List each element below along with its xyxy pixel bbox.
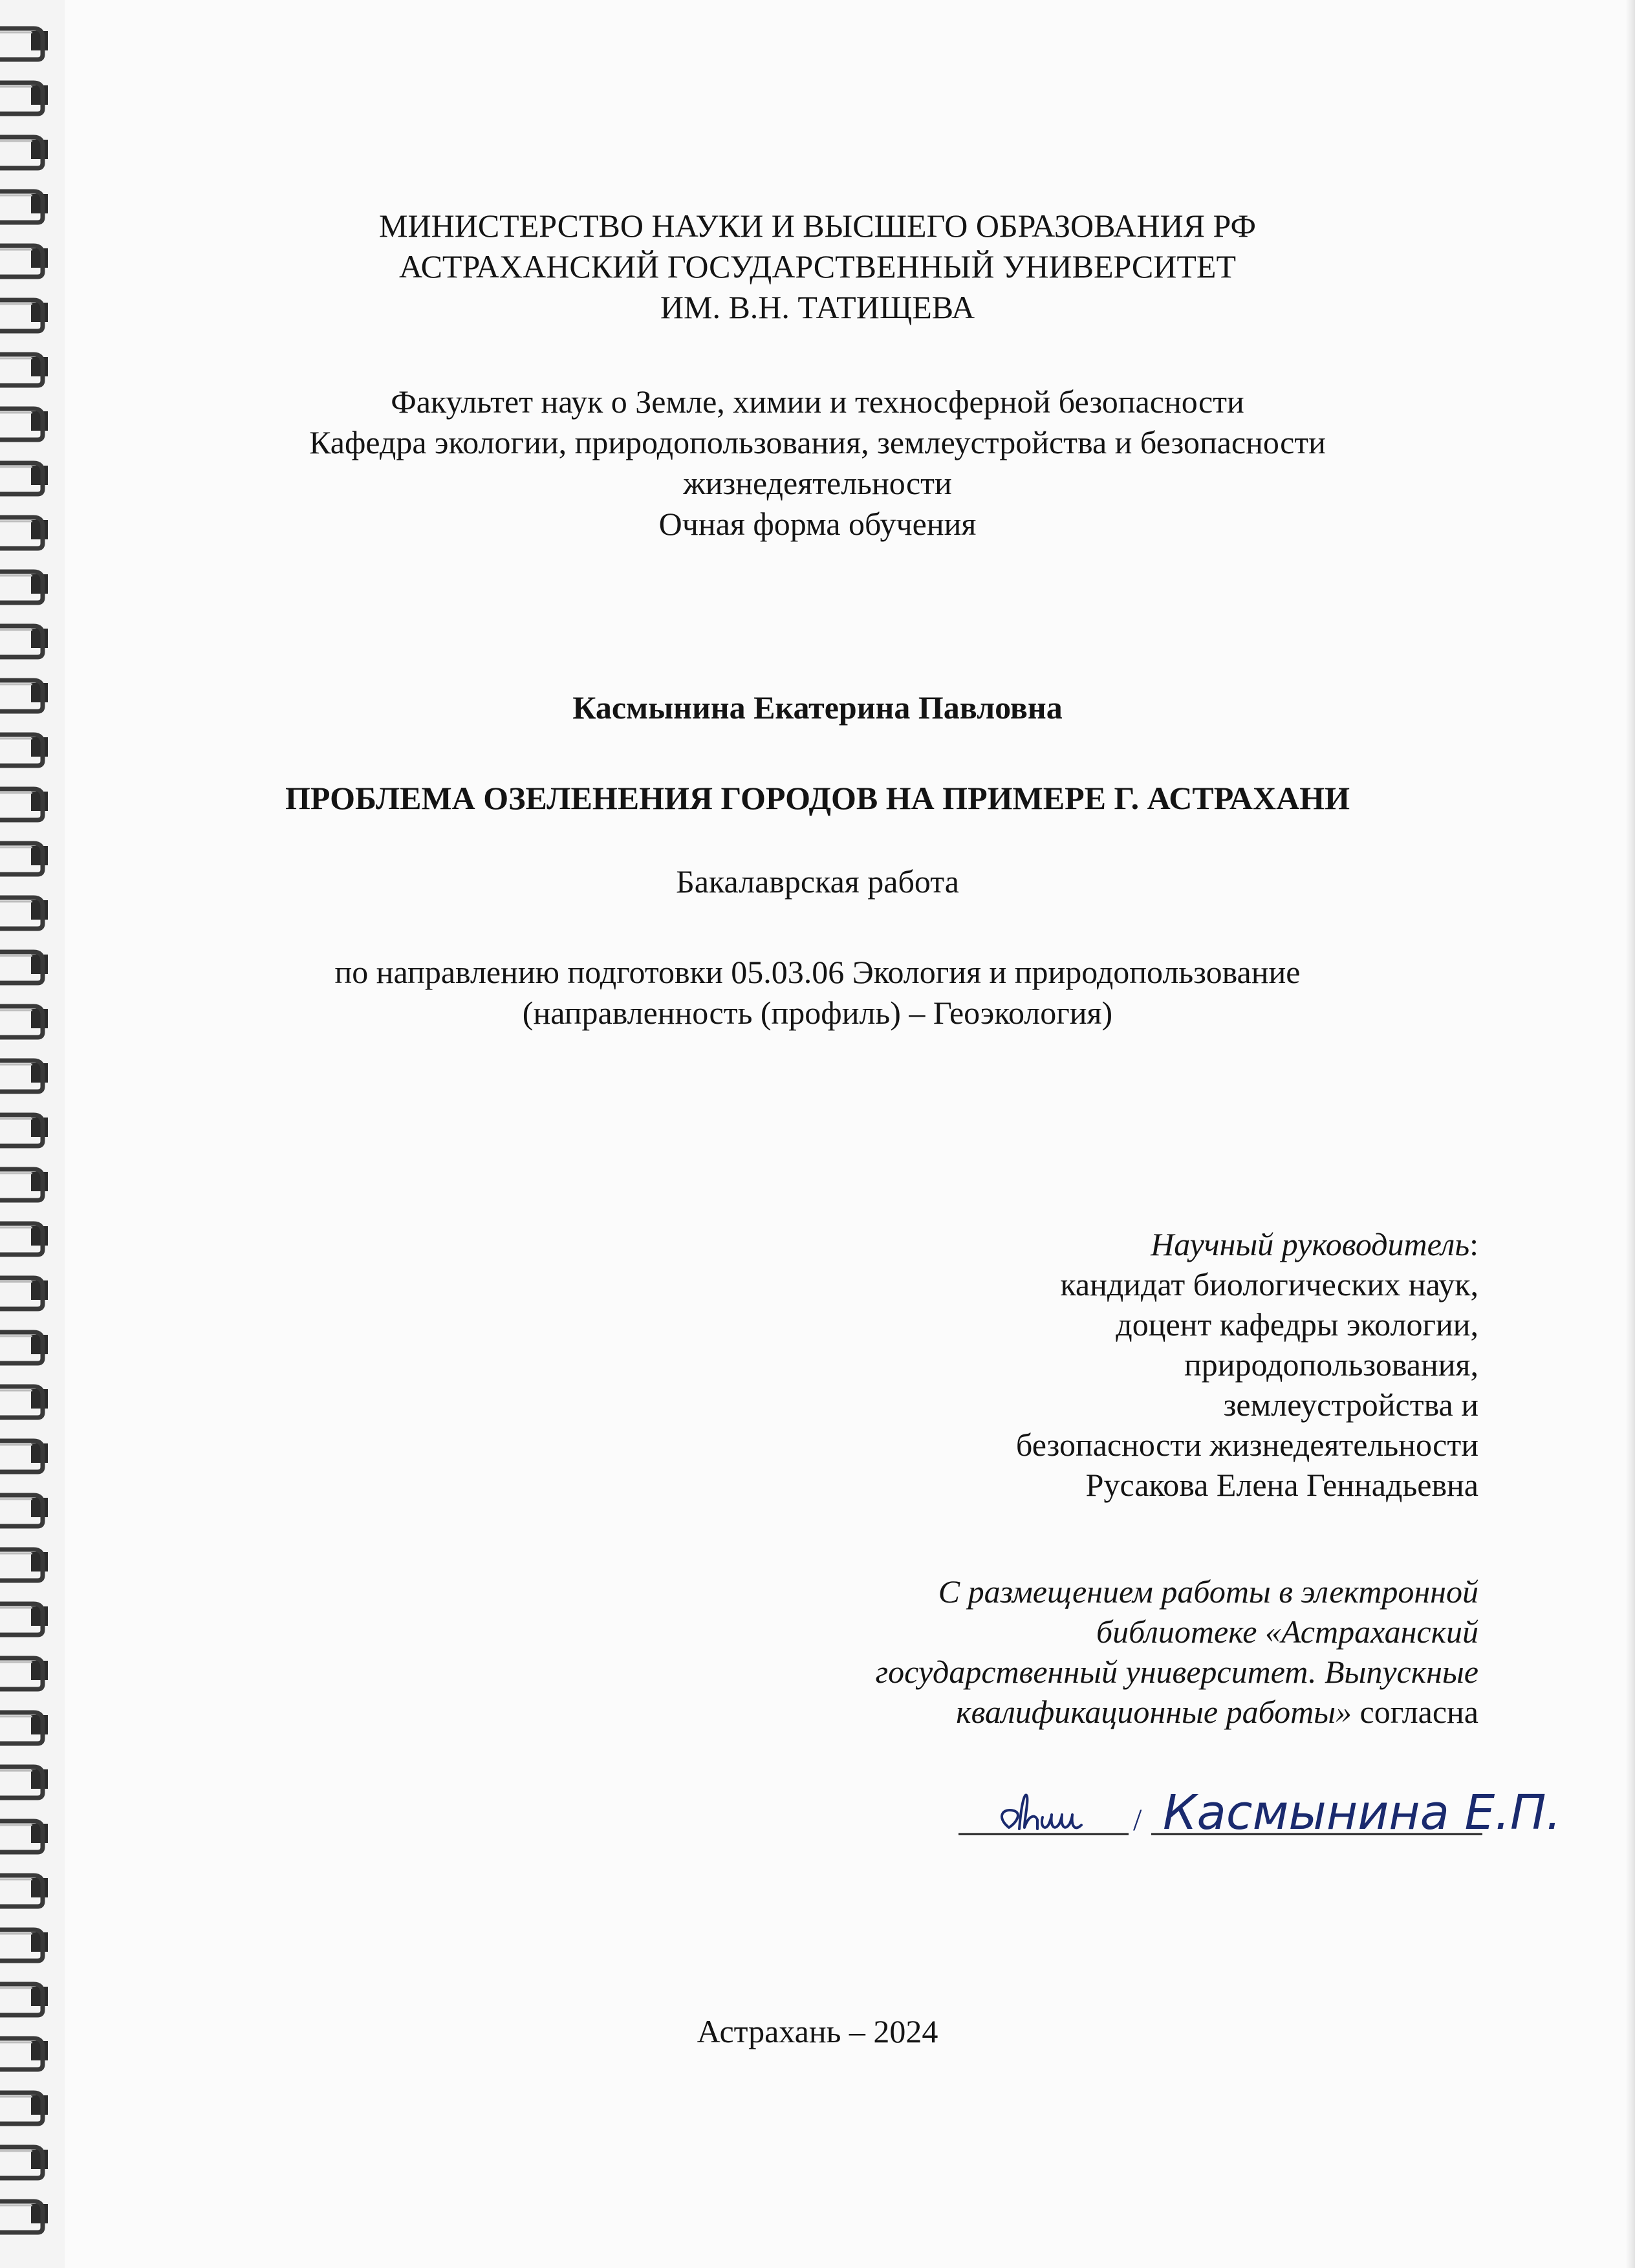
spiral-binding xyxy=(0,0,65,2268)
advisor-label: Научный руководитель xyxy=(1151,1226,1470,1262)
advisor-degree: кандидат биологических наук, xyxy=(1060,1266,1478,1302)
direction-block xyxy=(0,952,1635,1033)
binding-hole xyxy=(31,1118,48,1137)
binding-hole xyxy=(31,1280,48,1300)
binding-hole xyxy=(31,357,48,376)
advisor-label-colon: : xyxy=(1469,1226,1478,1262)
advisor-position: доцент кафедры экологии, xyxy=(1116,1306,1478,1343)
signature-area xyxy=(957,1772,1561,1863)
work-type: Бакалаврская работа xyxy=(676,863,959,900)
signature-initials-stroke xyxy=(1002,1795,1081,1829)
department-line-cont: жизнедеятельности xyxy=(683,465,952,501)
advisor-position-cont2: землеустройства и xyxy=(1223,1387,1478,1423)
profile-line: (направленность (профиль) – Геоэкология) xyxy=(522,995,1113,1031)
faculty-block xyxy=(0,382,1635,545)
author-name: Касмынина Екатерина Павловна xyxy=(572,689,1063,726)
handwritten-signature xyxy=(957,1772,1561,1863)
advisor-name: Русакова Елена Геннадьевна xyxy=(1085,1467,1478,1503)
university-name-line: ИМ. В.Н. ТАТИЩЕВА xyxy=(660,289,975,325)
binding-hole xyxy=(31,1824,48,1843)
page-edge-shadow xyxy=(1626,0,1635,2268)
binding-hole xyxy=(31,1987,48,2006)
binding-hole xyxy=(31,1335,48,1354)
binding-hole xyxy=(31,1552,48,1571)
binding-hole xyxy=(31,629,48,648)
faculty-line: Факультет наук о Земле, химии и техносферной безопасности xyxy=(391,383,1244,420)
advisor-position-cont: природопользования, xyxy=(1184,1346,1478,1383)
binding-hole xyxy=(31,1172,48,1191)
direction-line: по направлению подготовки 05.03.06 Экология и природопользование xyxy=(334,954,1301,990)
library-consent-block xyxy=(876,1571,1478,1732)
university-line: АСТРАХАНСКИЙ ГОСУДАРСТВЕННЫЙ УНИВЕРСИТЕТ xyxy=(398,248,1237,285)
ministry-university-header xyxy=(0,206,1635,328)
binding-hole xyxy=(31,1769,48,1789)
consent-line: библиотеке «Астраханский xyxy=(1096,1614,1478,1650)
binding-hole xyxy=(31,85,48,105)
binding-hole xyxy=(31,1606,48,1626)
ministry-line: МИНИСТЕРСТВО НАУКИ И ВЫСШЕГО ОБРАЗОВАНИЯ РФ xyxy=(379,208,1256,244)
binding-hole xyxy=(31,1932,48,1952)
binding-hole xyxy=(31,2095,48,2115)
binding-hole xyxy=(31,1661,48,1680)
city-year: Астрахань – 2024 xyxy=(697,2013,938,2049)
consent-line-italic: квалификационные работы» xyxy=(956,1694,1352,1730)
binding-hole xyxy=(31,1498,48,1517)
department-line: Кафедра экологии, природопользования, землеустройства и безопасности xyxy=(309,424,1326,460)
binding-hole xyxy=(31,2204,48,2223)
binding-hole xyxy=(31,1443,48,1463)
binding-hole xyxy=(31,1715,48,1734)
study-form-line: Очная форма обучения xyxy=(658,506,977,542)
thesis-title: ПРОБЛЕМА ОЗЕЛЕНЕНИЯ ГОРОДОВ НА ПРИМЕРЕ Г. АСТРАХАНИ xyxy=(285,780,1350,816)
consent-line: государственный университет. Выпускные xyxy=(875,1654,1478,1690)
signature-separator: / xyxy=(1133,1803,1142,1837)
advisor-block xyxy=(1016,1224,1478,1505)
signature-name-handwritten: Касмынина Е.П. xyxy=(1163,1785,1561,1841)
binding-hole xyxy=(31,737,48,757)
consent-line: С размещением работы в электронной xyxy=(938,1573,1478,1610)
consent-agree: согласна xyxy=(1352,1694,1478,1730)
binding-hole xyxy=(31,140,48,159)
advisor-position-cont3: безопасности жизнедеятельности xyxy=(1015,1427,1478,1463)
advisor-label-line xyxy=(1016,1224,1478,1264)
binding-hole xyxy=(31,574,48,594)
binding-hole xyxy=(31,31,48,50)
binding-hole xyxy=(31,1878,48,1897)
binding-hole xyxy=(31,1226,48,1246)
binding-hole xyxy=(31,2150,48,2169)
consent-last-line xyxy=(876,1692,1478,1732)
binding-hole xyxy=(31,900,48,920)
binding-hole xyxy=(31,1063,48,1083)
binding-hole xyxy=(31,1389,48,1409)
